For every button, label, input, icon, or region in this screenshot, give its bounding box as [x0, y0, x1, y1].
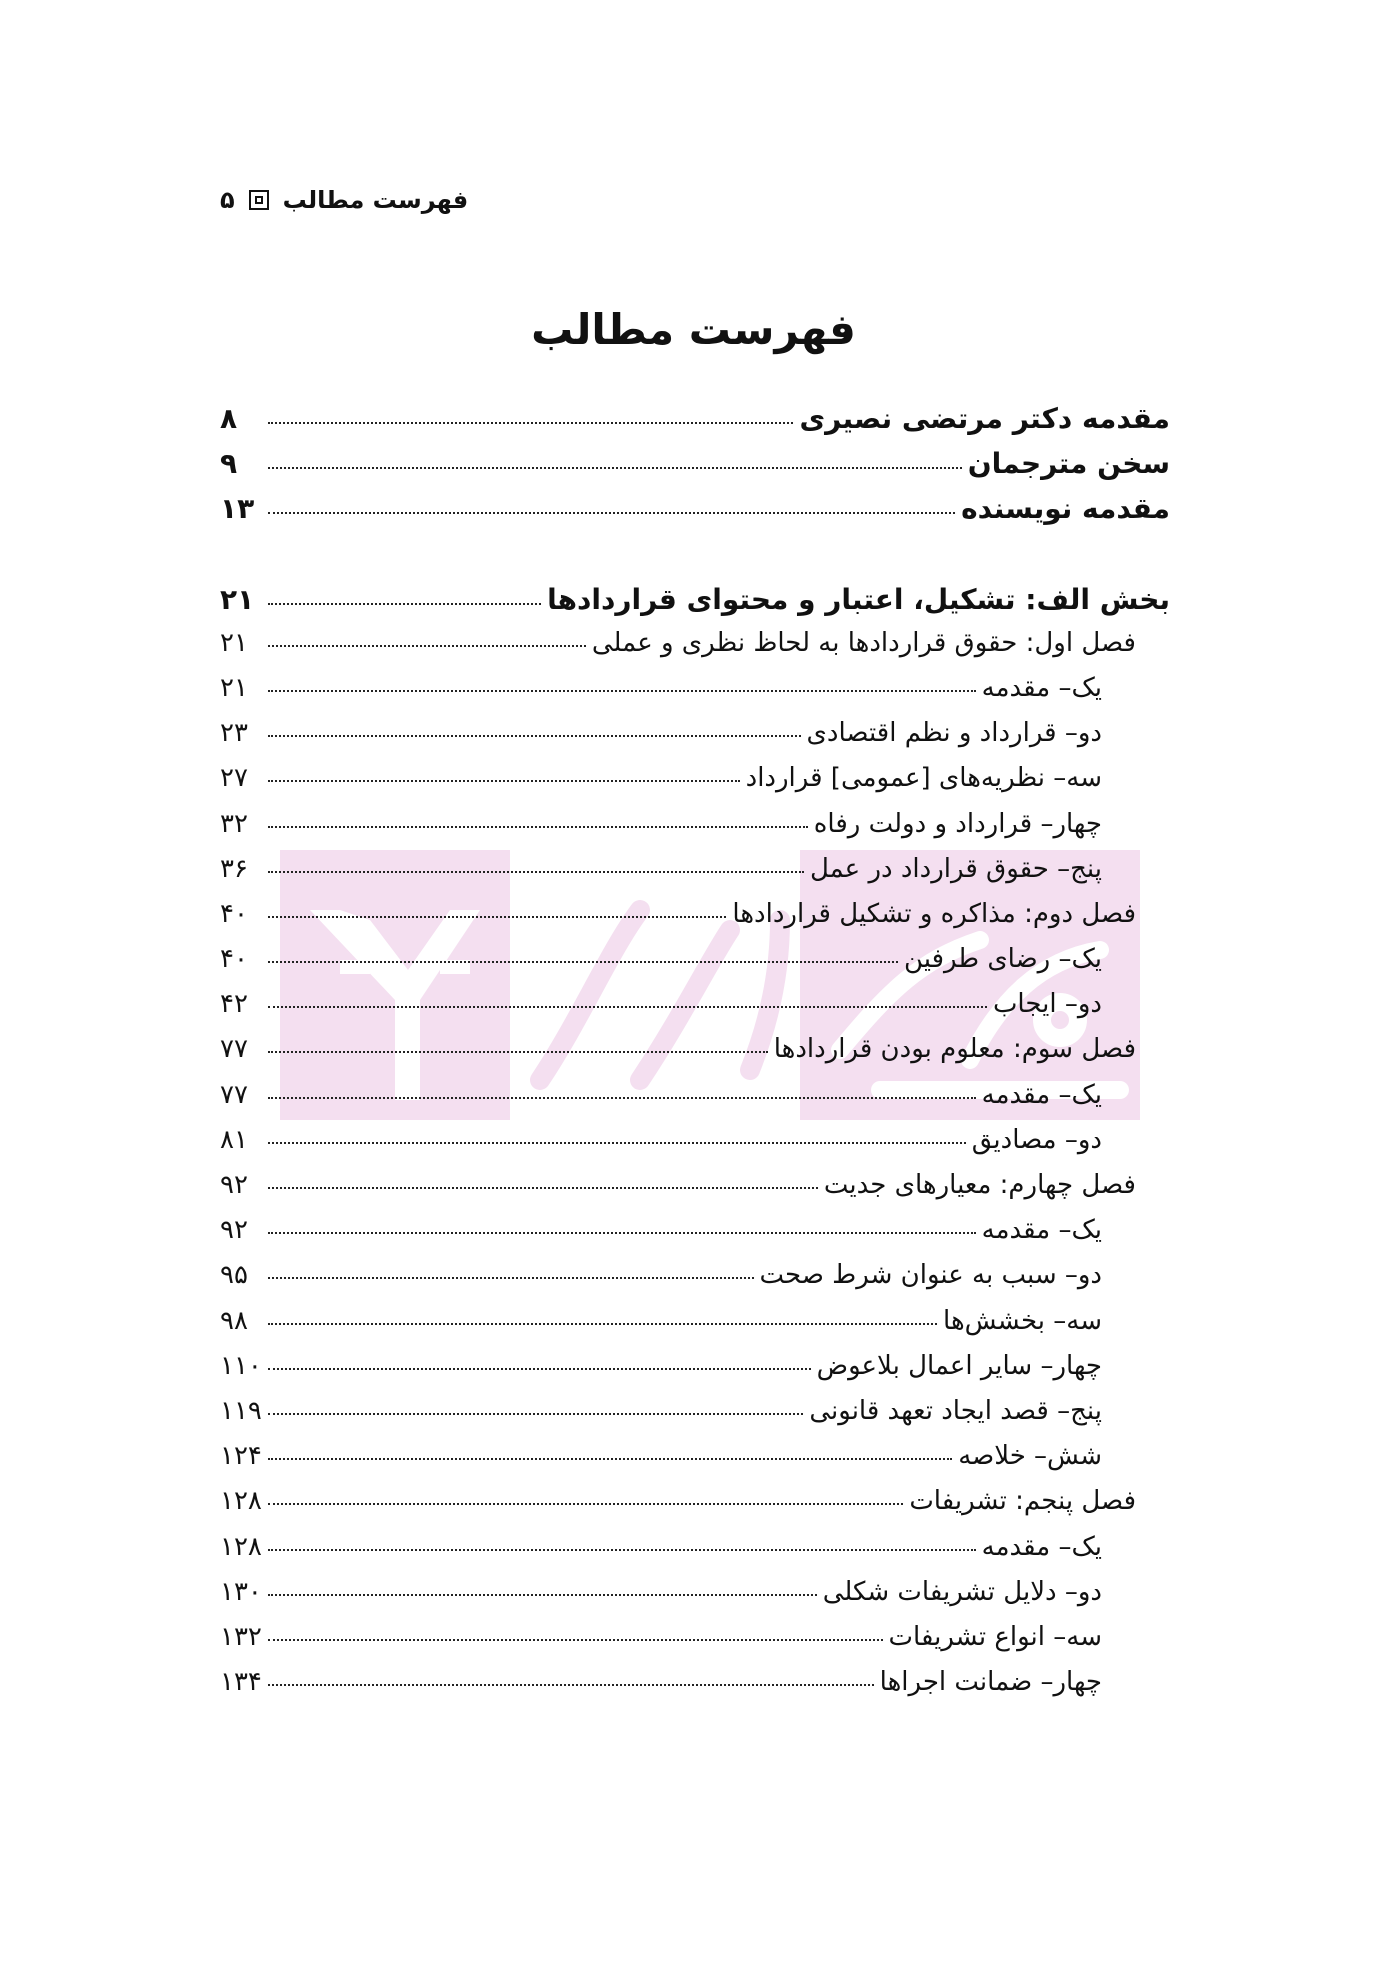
toc-leader-dots	[268, 1232, 976, 1234]
toc-page-number: ۹۸	[220, 1305, 248, 1336]
toc-row-section[interactable]	[220, 854, 1170, 899]
toc-leader-dots	[268, 1187, 818, 1189]
toc-page-number: ۱۳۴	[220, 1667, 262, 1698]
toc-page-number: ۷۷	[220, 1079, 248, 1110]
toc-leader-dots	[268, 467, 962, 469]
toc-leader-dots	[268, 1594, 817, 1596]
toc-leader-dots	[268, 1458, 952, 1460]
toc-page-number: ۸۱	[220, 1124, 248, 1155]
running-header	[220, 186, 468, 214]
toc-row-section[interactable]	[220, 718, 1170, 763]
toc-entry-title: یک– مقدمه	[981, 1531, 1102, 1562]
toc-entry-title: یک– مقدمه	[981, 1079, 1102, 1110]
toc-entry-title: فصل پنجم: تشریفات	[909, 1486, 1136, 1517]
toc-entry-title: دو– قرارداد و نظم اقتصادی	[806, 718, 1102, 749]
toc-leader-dots	[268, 1684, 874, 1686]
toc-entry-title: دو– دلایل تشریفات شکلی	[822, 1576, 1102, 1607]
toc-row-chapter[interactable]	[220, 899, 1170, 944]
toc-leader-dots	[268, 961, 898, 963]
toc-row-section[interactable]	[220, 673, 1170, 718]
toc-row-section[interactable]	[220, 1215, 1170, 1260]
toc-entry-title: یک– مقدمه	[981, 1215, 1102, 1246]
toc-page-number: ۴۰	[220, 944, 248, 975]
toc-leader-dots	[268, 1639, 883, 1641]
toc-row-front[interactable]	[220, 402, 1170, 447]
toc-entry-title: پنج– قصد ایجاد تعهد قانونی	[809, 1395, 1102, 1426]
nested-square-icon	[249, 190, 269, 210]
toc-entry-title: فصل اول: حقوق قراردادها به لحاظ نظری و عملی	[591, 627, 1136, 658]
toc-page-number: ۱۲۸	[220, 1531, 262, 1562]
toc-row-section[interactable]	[220, 989, 1170, 1034]
toc-row-section[interactable]	[220, 1306, 1170, 1351]
toc-spacer	[220, 538, 1170, 583]
toc-leader-dots	[268, 603, 541, 605]
toc-page-number: ۱۲۴	[220, 1441, 262, 1472]
toc-page-number: ۳۲	[220, 808, 248, 839]
toc-entry-title: چهار– قرارداد و دولت رفاه	[813, 808, 1102, 839]
toc-leader-dots	[268, 1277, 754, 1279]
toc-page-number: ۴۲	[220, 989, 248, 1020]
toc-page-number: ۱۳۰	[220, 1576, 262, 1607]
toc-entry-title: مقدمه نویسنده	[961, 492, 1170, 526]
toc-leader-dots	[268, 871, 804, 873]
toc-leader-dots	[268, 1006, 987, 1008]
toc-row-part[interactable]	[220, 583, 1170, 628]
toc-page-number: ۲۱	[220, 672, 248, 703]
toc-entry-title: یک– رضای طرفین	[903, 944, 1102, 975]
toc-row-section[interactable]	[220, 1396, 1170, 1441]
toc-entry-title: فصل دوم: مذاکره و تشکیل قراردادها	[732, 898, 1136, 929]
toc-leader-dots	[268, 1097, 976, 1099]
toc-row-section[interactable]	[220, 944, 1170, 989]
toc-page-number: ۳۶	[220, 853, 248, 884]
toc-leader-dots	[268, 735, 801, 737]
toc-row-section[interactable]	[220, 1125, 1170, 1170]
toc-leader-dots	[268, 1368, 811, 1370]
toc-entry-title: مقدمه دکتر مرتضی نصیری	[799, 402, 1170, 435]
toc-row-section[interactable]	[220, 763, 1170, 808]
toc-entry-title: سه– نظریه‌های [عمومی] قرارداد	[745, 763, 1102, 794]
table-of-contents	[220, 402, 1170, 1712]
toc-page-number: ۴۰	[220, 898, 248, 929]
toc-page-number: ۱۱۹	[220, 1395, 262, 1426]
toc-page-number: ۷۷	[220, 1034, 248, 1065]
toc-page-number: ۱۳	[220, 492, 255, 526]
toc-entry-title: سخن مترجمان	[967, 447, 1170, 481]
toc-page-number: ۲۱	[220, 582, 255, 616]
toc-row-front[interactable]	[220, 492, 1170, 537]
toc-page-number: ۹	[220, 447, 238, 481]
toc-row-section[interactable]	[220, 1622, 1170, 1667]
toc-page-number: ۸	[220, 402, 238, 435]
toc-leader-dots	[268, 916, 726, 918]
toc-row-front[interactable]	[220, 447, 1170, 492]
toc-page-number: ۲۷	[220, 763, 248, 794]
toc-entry-title: دو– مصادیق	[971, 1124, 1102, 1155]
toc-row-section[interactable]	[220, 1667, 1170, 1712]
toc-entry-title: شش– خلاصه	[958, 1441, 1102, 1472]
toc-row-section[interactable]	[220, 1577, 1170, 1622]
toc-leader-dots	[268, 780, 740, 782]
toc-page-number: ۹۲	[220, 1170, 248, 1200]
toc-entry-title: چهار– ضمانت اجراها	[879, 1667, 1102, 1698]
toc-row-chapter[interactable]	[220, 1486, 1170, 1531]
toc-row-chapter[interactable]	[220, 628, 1170, 673]
toc-part-title: بخش الف: تشکیل، اعتبار و محتوای قراردادها	[547, 582, 1170, 616]
toc-row-section[interactable]	[220, 809, 1170, 854]
running-header-title: فهرست مطالب	[282, 186, 469, 214]
toc-row-section[interactable]	[220, 1080, 1170, 1125]
toc-entry-title: فصل چهارم: معیارهای جدیت	[823, 1170, 1136, 1200]
toc-row-chapter[interactable]	[220, 1170, 1170, 1215]
toc-leader-dots	[268, 1503, 903, 1505]
toc-leader-dots	[268, 826, 808, 828]
toc-entry-title: چهار– سایر اعمال بلاعوض	[816, 1350, 1102, 1381]
toc-page-number: ۱۲۸	[220, 1486, 262, 1517]
running-header-page-number: ۵	[220, 186, 235, 214]
toc-entries-list	[220, 628, 1170, 1713]
toc-leader-dots	[268, 1051, 768, 1053]
page-title: فهرست مطالب	[531, 305, 856, 354]
toc-page-number: ۱۳۲	[220, 1621, 262, 1652]
toc-row-section[interactable]	[220, 1351, 1170, 1396]
toc-page-number: ۱۱۰	[220, 1350, 262, 1381]
toc-row-section[interactable]	[220, 1441, 1170, 1486]
toc-entry-title: دو– سبب به عنوان شرط صحت	[759, 1260, 1102, 1291]
toc-page-number: ۹۵	[220, 1260, 248, 1291]
toc-entry-title: فصل سوم: معلوم بودن قراردادها	[773, 1034, 1136, 1065]
toc-row-section[interactable]	[220, 1260, 1170, 1305]
toc-leader-dots	[268, 1549, 976, 1551]
toc-entry-title: یک– مقدمه	[981, 672, 1102, 703]
toc-leader-dots	[268, 512, 955, 514]
toc-entry-title: سه– انواع تشریفات	[888, 1621, 1102, 1652]
toc-entry-title: پنج– حقوق قرارداد در عمل	[809, 853, 1102, 884]
toc-leader-dots	[268, 1413, 803, 1415]
toc-leader-dots	[268, 422, 793, 424]
toc-entry-title: سه– بخشش‌ها	[943, 1305, 1102, 1336]
toc-entry-title: دو– ایجاب	[992, 989, 1102, 1020]
toc-page-number: ۲۱	[220, 627, 248, 658]
toc-leader-dots	[268, 645, 586, 647]
toc-page-number: ۹۲	[220, 1215, 248, 1246]
toc-row-section[interactable]	[220, 1532, 1170, 1577]
toc-leader-dots	[268, 1142, 966, 1144]
toc-leader-dots	[268, 690, 976, 692]
toc-leader-dots	[268, 1323, 937, 1325]
toc-page-number: ۲۳	[220, 718, 248, 749]
toc-row-chapter[interactable]	[220, 1034, 1170, 1079]
